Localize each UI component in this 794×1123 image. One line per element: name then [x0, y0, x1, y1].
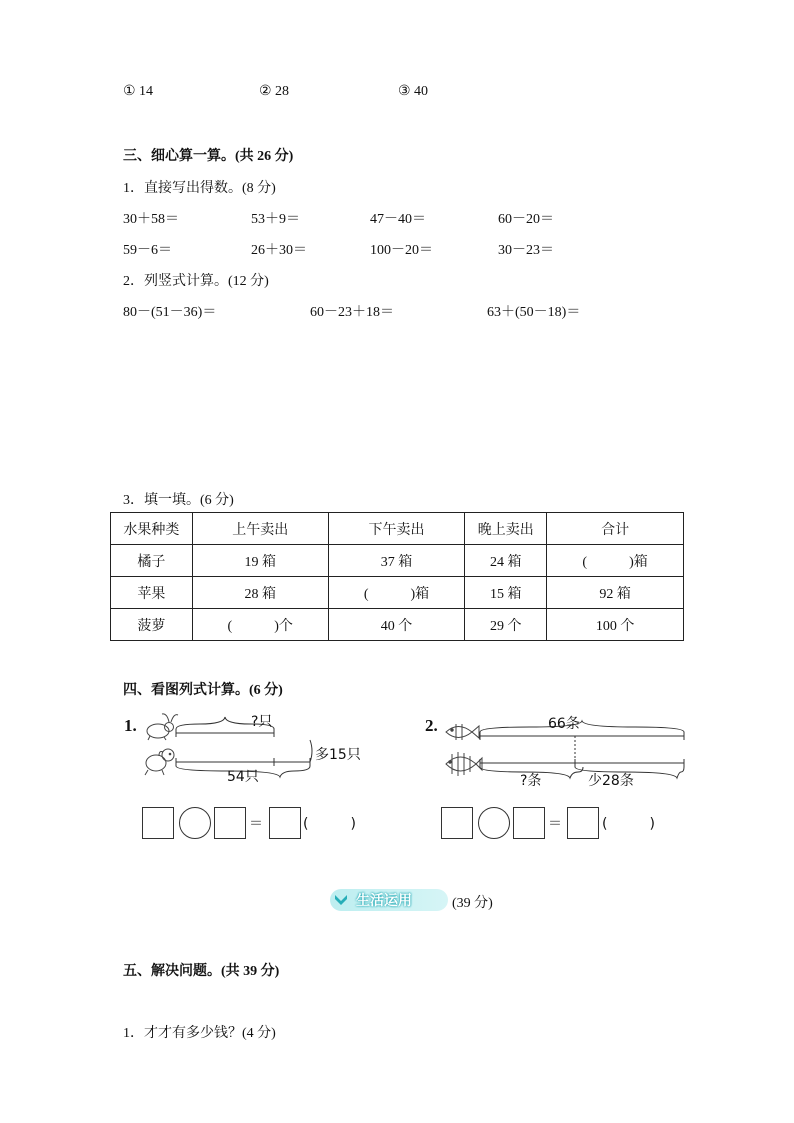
answer-box[interactable]	[513, 807, 545, 839]
table-header: 下午卖出	[328, 513, 465, 545]
table-cell: 29 个	[465, 609, 547, 641]
option-3: ③ 40	[398, 84, 429, 99]
table-cell: 橘子	[111, 545, 193, 577]
rabbit-icon	[147, 714, 178, 740]
table-blank-cell[interactable]: ( )箱	[547, 545, 684, 577]
option-2: ② 28	[259, 84, 290, 99]
fruit-sales-table	[110, 512, 684, 641]
section5-q1: 1．才才有多少钱？(4 分)	[123, 1026, 276, 1041]
figure2-top-label: 66条	[548, 716, 580, 732]
table-cell: 37 箱	[328, 545, 465, 577]
table-header-row	[111, 513, 684, 545]
calc-item: 59－6＝	[123, 243, 172, 258]
figure1-top-label: ?只	[251, 714, 273, 730]
section4-title: 四、看图列式计算。(6 分)	[123, 683, 283, 698]
table-row	[111, 609, 684, 641]
calc-item: 26＋30＝	[251, 243, 307, 258]
operator-circle[interactable]	[179, 807, 211, 839]
table-cell: 菠萝	[111, 609, 193, 641]
q2-title: 2．列竖式计算。(12 分)	[123, 274, 269, 289]
table-header: 水果种类	[111, 513, 193, 545]
table-cell: 苹果	[111, 577, 193, 609]
table-header: 上午卖出	[192, 513, 328, 545]
figure1-extra-label: 多15只	[315, 747, 361, 763]
unit-blank[interactable]: ( )	[602, 816, 655, 832]
dog-icon	[145, 749, 174, 775]
vertical-calc-item: 80－(51－36)＝	[123, 305, 217, 320]
figure2-bottom-left-label: ?条	[520, 773, 542, 789]
figure2-number: 2.	[425, 716, 438, 735]
figure1-bottom-label: 54只	[227, 769, 259, 785]
q3-title: 3．填一填。(6 分)	[123, 493, 234, 508]
section3-title: 三、细心算一算。(共 26 分)	[123, 149, 294, 164]
result-box[interactable]	[567, 807, 599, 839]
table-cell: 40 个	[328, 609, 465, 641]
table-cell: 100 个	[547, 609, 684, 641]
table-cell: 28 箱	[192, 577, 328, 609]
figure2-bottom-right-label: 少28条	[588, 773, 634, 789]
calc-item: 47－40＝	[370, 212, 426, 227]
angelfish-icon	[446, 752, 482, 776]
table-cell: 92 箱	[547, 577, 684, 609]
answer-box[interactable]	[214, 807, 246, 839]
table-cell: 15 箱	[465, 577, 547, 609]
life-application-label: 生活运用	[356, 893, 412, 909]
calc-item: 60－20＝	[498, 212, 554, 227]
result-box[interactable]	[269, 807, 301, 839]
figure1-number: 1.	[124, 716, 137, 735]
answer-box[interactable]	[142, 807, 174, 839]
option-1: ① 14	[123, 84, 154, 99]
unit-blank[interactable]: ( )	[303, 816, 356, 832]
life-application-points: (39 分)	[452, 896, 493, 911]
table-row	[111, 577, 684, 609]
fish-icon	[446, 724, 479, 740]
equals-sign: ＝	[548, 816, 562, 832]
calc-item: 53＋9＝	[251, 212, 300, 227]
vertical-calc-item: 60－23＋18＝	[310, 305, 394, 320]
table-cell: 24 箱	[465, 545, 547, 577]
table-blank-cell[interactable]: ( )个	[192, 609, 328, 641]
calc-item: 100－20＝	[370, 243, 433, 258]
table-blank-cell[interactable]: ( )箱	[328, 577, 465, 609]
table-header: 合计	[547, 513, 684, 545]
section5-title: 五、解决问题。(共 39 分)	[123, 964, 280, 979]
chevron-down-icon	[333, 893, 349, 907]
table-header: 晚上卖出	[465, 513, 547, 545]
vertical-calc-item: 63＋(50－18)＝	[487, 305, 581, 320]
table-cell: 19 箱	[192, 545, 328, 577]
table-row	[111, 545, 684, 577]
operator-circle[interactable]	[478, 807, 510, 839]
equals-sign: ＝	[249, 816, 263, 832]
answer-box[interactable]	[441, 807, 473, 839]
calc-item: 30－23＝	[498, 243, 554, 258]
calc-item: 30＋58＝	[123, 212, 179, 227]
q1-title: 1．直接写出得数。(8 分)	[123, 181, 276, 196]
